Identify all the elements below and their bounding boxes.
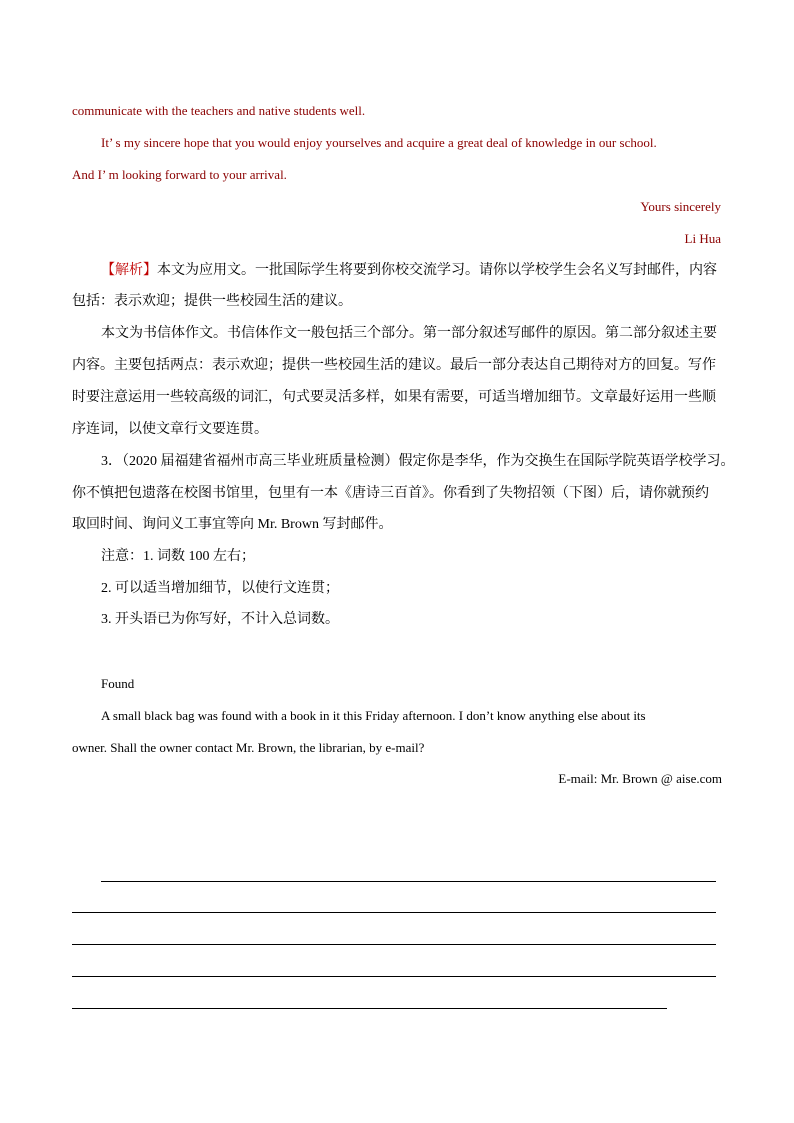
letter-signature: Li Hua	[684, 231, 721, 246]
question-text: 3．（2020 届福建省福州市高三毕业班质量检测）假定你是李华，作为交换生在国际学院英语学校学习。	[101, 454, 735, 469]
letter-line: And I’ m looking forward to your arrival.	[72, 167, 287, 182]
question-note: 3. 开头语已为你写好，不计入总词数。	[101, 612, 339, 627]
analysis-text: 序连词，以使文章行文要连贯。	[72, 422, 268, 437]
notice-body: A small black bag was found with a book in it this Friday afternoon. I don’t know anything else about its	[101, 708, 646, 723]
writing-line[interactable]	[72, 944, 716, 945]
question-note: 注意：1. 词数 100 左右；	[101, 549, 255, 564]
analysis-text: 本文为应用文。一批国际学生将要到你校交流学习。请你以学校学生会名义写封邮件，内容	[157, 263, 717, 278]
analysis-text: 包括：表示欢迎；提供一些校园生活的建议。	[72, 294, 352, 309]
notice-body: owner. Shall the owner contact Mr. Brown, the librarian, by e-mail?	[72, 740, 425, 755]
writing-line[interactable]	[72, 976, 716, 977]
question-text: 你不慎把包遗落在校图书馆里，包里有一本《唐诗三百首》。你看到了失物招领（下图）后，请你就预约	[72, 486, 709, 501]
question-text: 取回时间、询问义工事宜等向 Mr. Brown 写封邮件。	[72, 517, 393, 532]
writing-line[interactable]	[72, 1008, 667, 1009]
writing-line[interactable]	[72, 912, 716, 913]
writing-line[interactable]	[101, 881, 716, 882]
analysis-paragraph-1	[101, 262, 717, 280]
letter-closing: Yours sincerely	[640, 199, 721, 214]
notice-title: Found	[101, 676, 135, 691]
question-note: 2. 可以适当增加细节，以使行文连贯；	[101, 581, 339, 596]
letter-line: It’ s my sincere hope that you would enjoy yourselves and acquire a great deal of knowledge in our school.	[101, 135, 657, 150]
analysis-text: 内容。主要包括两点：表示欢迎；提供一些校园生活的建议。最后一部分表达自己期待对方的回复。写作	[72, 358, 716, 373]
notice-email: E-mail: Mr. Brown @ aise.com	[558, 771, 722, 786]
analysis-text: 本文为书信体作文。书信体作文一般包括三个部分。第一部分叙述写邮件的原因。第二部分叙述主要	[101, 326, 717, 341]
analysis-label: 【解析】	[101, 263, 157, 278]
analysis-text: 时要注意运用一些较高级的词汇，句式要灵活多样，如果有需要，可适当增加细节。文章最好运用一些顺	[72, 390, 716, 405]
letter-line: communicate with the teachers and native students well.	[72, 103, 366, 118]
